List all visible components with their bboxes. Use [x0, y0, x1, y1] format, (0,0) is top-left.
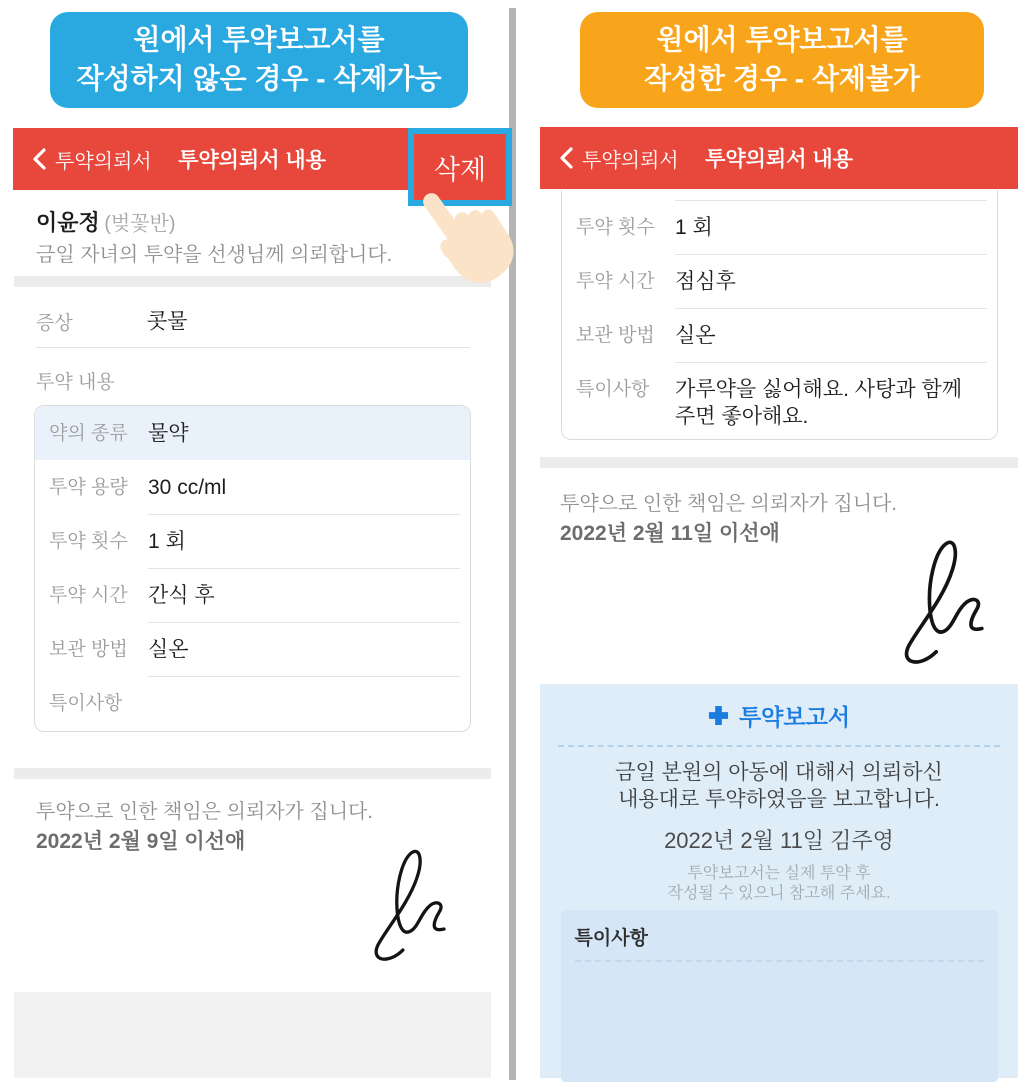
footer-block: [14, 992, 491, 1078]
navbar-right: [540, 127, 1018, 189]
symptom-value: 콧물: [147, 310, 188, 333]
back-label: 투약의뢰서: [582, 149, 679, 172]
plus-cross-icon: [708, 705, 729, 726]
row-label: 특이사항: [49, 693, 123, 714]
row-value: 물약: [148, 422, 189, 445]
child-class-tag: (벚꽃반): [104, 213, 176, 235]
dashed-divider: [575, 960, 984, 962]
table-row: [562, 362, 997, 440]
back-chevron-icon: [560, 147, 573, 169]
row-label: 투약 용량: [49, 477, 128, 498]
row-value: 간식 후: [148, 584, 215, 607]
signed-date-line: 2022년 2월 9일 이선애: [36, 830, 246, 853]
row-label: 보관 방법: [576, 325, 655, 346]
row-value: 실온: [675, 324, 716, 347]
panel-delete-possible: [0, 0, 509, 1088]
row-label: 투약 시간: [576, 271, 655, 292]
row-label: 투약 횟수: [576, 217, 655, 238]
report-body: [540, 759, 1018, 813]
section-separator: [14, 768, 491, 779]
signature: [330, 833, 452, 961]
panel-delete-impossible: [516, 0, 1032, 1088]
table-row: [35, 622, 470, 676]
table-row: [35, 676, 470, 730]
row-value: 1 회: [675, 216, 713, 239]
row-value: 30 cc/ml: [148, 476, 227, 499]
delete-button[interactable]: [408, 128, 512, 206]
signed-date-line: 2022년 2월 11일 이선애: [560, 522, 780, 545]
table-row: [562, 308, 997, 362]
table-row: [35, 460, 470, 514]
row-value: 가루약을 싫어해요. 사탕과 함께 주면 좋아해요.: [675, 378, 963, 428]
request-note: 금일 자녀의 투약을 선생님께 의뢰합니다.: [36, 244, 393, 266]
medication-report-section: [540, 684, 1018, 1078]
back-button[interactable]: [560, 144, 679, 173]
banner-line1: 원에서 투약보고서를: [133, 24, 385, 56]
back-chevron-icon: [33, 148, 46, 170]
table-row: [35, 568, 470, 622]
table-row: [35, 406, 470, 460]
section-separator: [540, 457, 1018, 468]
table-row: [562, 200, 997, 254]
report-notes-card: [561, 910, 998, 1082]
report-title: 투약보고서: [738, 703, 851, 730]
report-notes-label: 특이사항: [574, 928, 648, 949]
medication-table: [561, 190, 998, 440]
report-header-button[interactable]: [540, 698, 1018, 732]
report-note-line2: 작성될 수 있으니 참고해 주세요.: [667, 885, 891, 902]
dashed-divider: [558, 745, 1000, 747]
symptom-label: 증상: [36, 313, 73, 334]
page-title: 투약의뢰서 내용: [705, 148, 853, 171]
child-name: 이윤정: [36, 210, 100, 235]
table-row: [562, 254, 997, 308]
report-note: [540, 864, 1018, 904]
row-value: 실온: [148, 638, 189, 661]
table-row: [35, 514, 470, 568]
banner-line2: 작성한 경우 - 삭제불가: [643, 63, 921, 94]
delete-button-label: 삭제: [433, 154, 487, 185]
report-note-line1: 투약보고서는 실제 투약 후: [687, 865, 871, 882]
disclaimer-text: 투약으로 인한 책임은 의뢰자가 집니다.: [560, 493, 897, 515]
report-date-line: 2022년 2월 11일 김주영: [664, 828, 894, 853]
medication-section-label: 투약 내용: [36, 372, 115, 393]
disclaimer-text: 투약으로 인한 책임은 의뢰자가 집니다.: [36, 801, 373, 823]
row-label: 보관 방법: [49, 639, 128, 660]
banner-line2: 작성하지 않은 경우 - 삭제가능: [76, 63, 442, 94]
row-label: 투약 시간: [49, 585, 128, 606]
row-label: 투약 횟수: [49, 531, 128, 552]
page-title: 투약의뢰서 내용: [178, 149, 326, 172]
banner-line1: 원에서 투약보고서를: [656, 24, 908, 56]
row-value: 점심후: [675, 270, 736, 293]
medication-table: [34, 405, 471, 732]
back-button[interactable]: [33, 145, 152, 174]
signature: [854, 522, 992, 664]
row-label: 특이사항: [576, 379, 650, 400]
callout-banner-left: [50, 12, 468, 108]
child-name-line: [36, 206, 176, 237]
divider: [36, 347, 470, 348]
row-label: 약의 종류: [49, 423, 128, 444]
back-label: 투약의뢰서: [55, 150, 152, 173]
report-body-line1: 금일 본원의 아동에 대해서 의뢰하신: [615, 761, 943, 784]
callout-banner-right: [580, 12, 984, 108]
report-body-line2: 내용대로 투약하였음을 보고합니다.: [618, 788, 940, 811]
section-separator: [14, 276, 491, 287]
row-value: 1 회: [148, 530, 186, 553]
